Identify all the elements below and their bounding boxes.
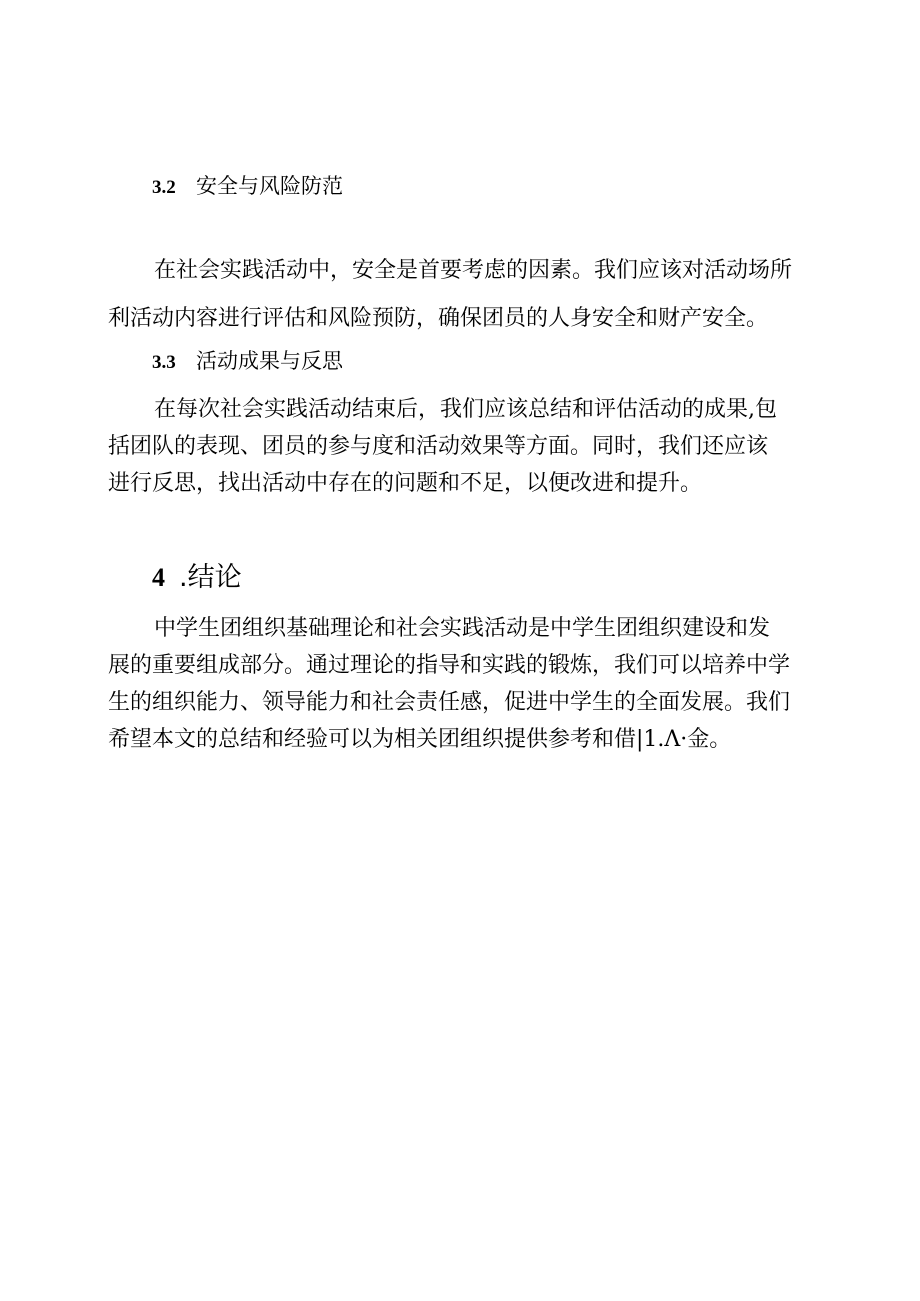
section-title: .结论 bbox=[179, 562, 242, 593]
paragraph-line: 在社会实践活动中，安全是首要考虑的因素。我们应该对活动场所 bbox=[154, 258, 793, 283]
paragraph-line: 生的组织能力、领导能力和社会责任感，促进中学生的全面发展。我们 bbox=[108, 690, 791, 715]
paragraph-line: 括团队的表现、团员的参与度和活动效果等方面。同时，我们还应该 bbox=[108, 434, 769, 459]
paragraph-line: 希望本文的总结和经验可以为相关团组织提供参考和借|1.Λ·金。 bbox=[108, 727, 732, 752]
section-title: 安全与风险防范 bbox=[196, 174, 343, 198]
section-4-paragraph bbox=[108, 610, 820, 758]
paragraph-line: 中学生团组织基础理论和社会实践活动是中学生团组织建设和发 bbox=[154, 616, 771, 641]
section-3-2-heading bbox=[152, 173, 343, 201]
section-number: 3.2 bbox=[152, 177, 176, 198]
section-3-3-paragraph bbox=[108, 391, 820, 502]
section-3-3-heading bbox=[152, 348, 343, 376]
paragraph-line: 进行反思，找出活动中存在的问题和不足，以便改进和提升。 bbox=[108, 471, 703, 496]
section-title: 活动成果与反思 bbox=[196, 349, 343, 373]
section-number: 3.3 bbox=[152, 352, 176, 373]
paragraph-line: 利活动内容进行评估和风险预防，确保团员的人身安全和财产安全。 bbox=[108, 306, 769, 331]
paragraph-line: 展的重要组成部分。通过理论的指导和实践的锻炼，我们可以培养中学 bbox=[108, 653, 791, 678]
section-4-heading bbox=[152, 562, 242, 594]
paragraph-line: 在每次社会实践活动结束后，我们应该总结和评估活动的成果,包 bbox=[154, 397, 777, 422]
section-3-2-paragraph bbox=[108, 252, 820, 337]
section-number: 4 bbox=[152, 563, 165, 592]
